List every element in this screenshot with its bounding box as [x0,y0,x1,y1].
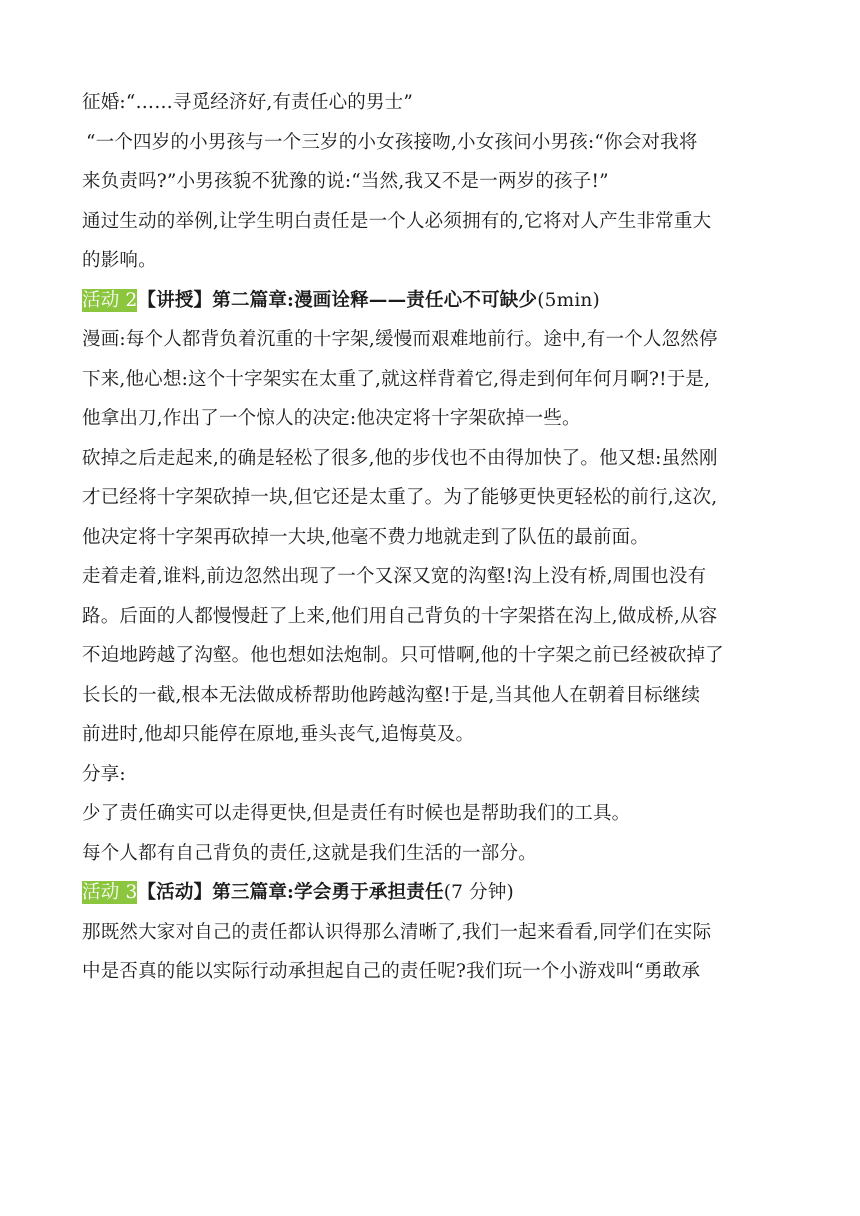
paragraph-line: 路。后面的人都慢慢赶了上来,他们用自己背负的十字架搭在沟上,做成桥,从容 [82,605,718,627]
paragraph-line: 走着走着,谁料,前边忽然出现了一个又深又宽的沟壑!沟上没有桥,周围也没有 [82,566,707,587]
activity-2-heading [82,281,782,321]
share-label: 分享: [82,763,126,785]
paragraph-line: 不迫地跨越了沟壑。他也想如法炮制。只可惜啊,他的十字架之前已经被砍掉了 [82,645,724,666]
activity-title: 【活动】第三篇章:学会勇于承担责任 [137,882,444,903]
paragraph-line: 通过生动的举例,让学生明白责任是一个人必须拥有的,它将对人产生非常重大 [82,210,712,232]
paragraph-line: 下来,他心想:这个十字架实在太重了,就这样背着它,得走到何年何月啊?!于是, [82,368,711,390]
paragraph-line: 漫画:每个人都背负着沉重的十字架,缓慢而艰难地前行。途中,有一个人忽然停 [82,329,718,350]
paragraph-line: “一个四岁的小男孩与一个三岁的小女孩接吻,小女孩问小男孩:“你会对我将 [86,131,698,153]
paragraph-line: 他拿出刀,作出了一个惊人的决定:他决定将十字架砍掉一些。 [82,408,581,429]
document-page [82,83,782,992]
activity-tag: 活动 2 [82,289,138,311]
activity-duration: (7 分钟) [443,882,514,903]
paragraph-line: 那既然大家对自己的责任都认识得那么清晰了,我们一起来看看,同学们在实际 [82,921,712,943]
activity-title: 【讲授】第二篇章:漫画诠释——责任心不可缺少 [137,289,538,311]
paragraph-line: 中是否真的能以实际行动承担起自己的责任呢?我们玩一个小游戏叫“勇敢承 [82,961,701,982]
paragraph-line: 长长的一截,根本无法做成桥帮助他跨越沟壑!于是,当其他人在朝着目标继续 [82,684,701,706]
paragraph-line: 来负责吗?”小男孩貌不犹豫的说:“当然,我又不是一两岁的孩子!” [82,171,609,192]
activity-duration: (5min) [537,289,600,311]
paragraph-line: 他决定将十字架再砍掉一大块,他毫不费力地就走到了队伍的最前面。 [82,526,650,548]
paragraph-line: 的影响。 [82,250,157,271]
paragraph-line: 征婚:“……寻觅经济好,有责任心的男士” [82,92,414,113]
paragraph-line: 前进时,他却只能停在原地,垂头丧气,追悔莫及。 [82,724,475,745]
paragraph-line: 才已经将十字架砍掉一块,但它还是太重了。为了能够更快更轻松的前行,这次, [82,487,718,508]
activity-tag: 活动 3 [82,882,138,903]
paragraph-line: 少了责任确实可以走得更快,但是责任有时候也是帮助我们的工具。 [82,803,631,824]
paragraph-line: 每个人都有自己背负的责任,这就是我们生活的一部分。 [82,842,537,864]
paragraph-line: 砍掉之后走起来,的确是轻松了很多,他的步伐也不由得加快了。他又想:虽然刚 [82,447,718,469]
activity-3-heading [82,873,782,913]
